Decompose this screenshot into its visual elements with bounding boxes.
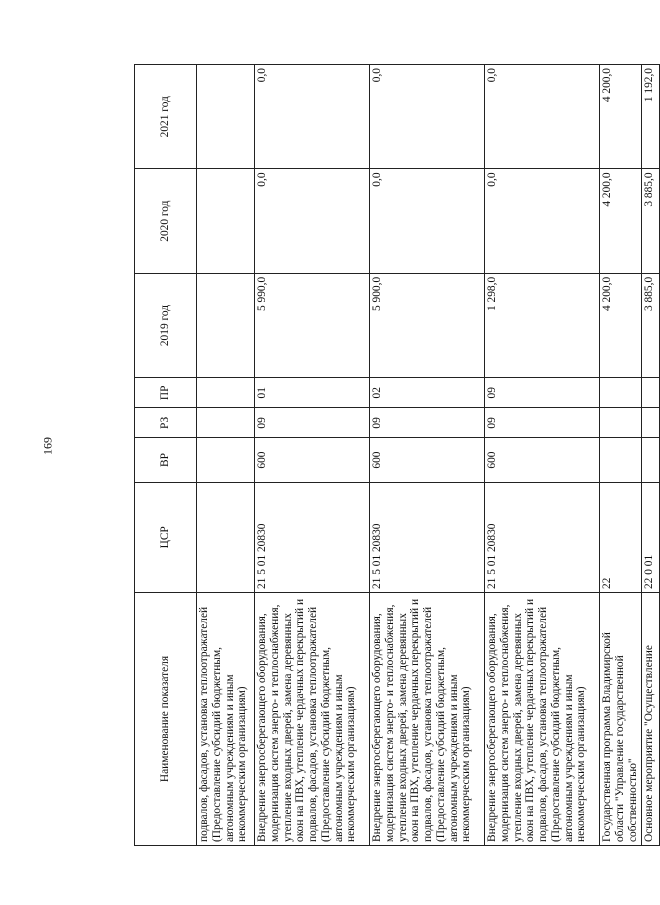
cell-2020: 0,0	[255, 169, 370, 273]
cell-2019: 5 900,0	[370, 273, 485, 377]
cell-rz	[197, 408, 255, 438]
cell-2020: 0,0	[370, 169, 485, 273]
cell-2020: 0,0	[485, 169, 600, 273]
cell-name: Внедрение энергосберегающего оборудования, модернизация систем энерго- и теплоснабжения, утепление входных дверей, замена деревянных окон на ПВХ, утепление чердачных перекрытий и подвалов, фасадов, установка теплоотражателей (Предоставление субсидий бюджетным, автономным учреждениям и иным некоммерческим организациям)	[485, 593, 600, 846]
cell-name: Основное мероприятие "Осуществление	[642, 593, 660, 846]
cell-vr	[642, 438, 660, 482]
table-row	[197, 65, 255, 846]
cell-pr	[642, 378, 660, 408]
cell-2020: 4 200,0	[600, 169, 642, 273]
cell-2019: 1 298,0	[485, 273, 600, 377]
cell-csr: 22	[600, 482, 642, 592]
cell-csr: 22 0 01	[642, 482, 660, 592]
cell-2019: 5 990,0	[255, 273, 370, 377]
cell-2019: 3 885,0	[642, 273, 660, 377]
header-pr: ПР	[135, 378, 197, 408]
cell-rz	[642, 408, 660, 438]
cell-name: Внедрение энергосберегающего оборудования, модернизация систем энерго- и теплоснабжения, утепление входных дверей, замена деревянных окон на ПВХ, утепление чердачных перекрытий и подвалов, фасадов, установка теплоотражателей (Предоставление субсидий бюджетным, автономным учреждениям и иным некоммерческим организациям)	[255, 593, 370, 846]
cell-2021: 0,0	[255, 65, 370, 169]
cell-name: Государственная программа Владимирской области "Управление государственной собственностью"	[600, 593, 642, 846]
table-row	[370, 65, 485, 846]
cell-name: Внедрение энергосберегающего оборудования, модернизация систем энерго- и теплоснабжения, утепление входных дверей, замена деревянных окон на ПВХ, утепление чердачных перекрытий и подвалов, фасадов, установка теплоотражателей (Предоставление субсидий бюджетным, автономным учреждениям и иным некоммерческим организациям)	[370, 593, 485, 846]
cell-csr	[197, 482, 255, 592]
cell-pr	[197, 378, 255, 408]
header-2020: 2020 год	[135, 169, 197, 273]
cell-2020: 3 885,0	[642, 169, 660, 273]
cell-pr	[600, 378, 642, 408]
header-rz: РЗ	[135, 408, 197, 438]
cell-vr: 600	[485, 438, 600, 482]
cell-vr	[197, 438, 255, 482]
cell-pr: 09	[485, 378, 600, 408]
cell-2020	[197, 169, 255, 273]
cell-2021	[197, 65, 255, 169]
rotated-page-content	[134, 64, 655, 846]
cell-csr: 21 5 01 20830	[485, 482, 600, 592]
cell-2021: 0,0	[370, 65, 485, 169]
cell-rz: 09	[255, 408, 370, 438]
cell-vr	[600, 438, 642, 482]
table-header-row	[135, 65, 197, 846]
header-vr: ВР	[135, 438, 197, 482]
cell-csr: 21 5 01 20830	[370, 482, 485, 592]
cell-pr: 02	[370, 378, 485, 408]
cell-2019: 4 200,0	[600, 273, 642, 377]
cell-2021: 1 192,0	[642, 65, 660, 169]
cell-pr: 01	[255, 378, 370, 408]
cell-rz: 09	[485, 408, 600, 438]
budget-table	[134, 64, 660, 846]
cell-rz: 09	[370, 408, 485, 438]
table-row	[485, 65, 600, 846]
cell-rz	[600, 408, 642, 438]
cell-2019	[197, 273, 255, 377]
table-row	[642, 65, 660, 846]
cell-vr: 600	[255, 438, 370, 482]
cell-2021: 0,0	[485, 65, 600, 169]
header-2019: 2019 год	[135, 273, 197, 377]
header-name: Наименование показателя	[135, 593, 197, 846]
page-number: 169	[40, 437, 55, 455]
header-csr: ЦСР	[135, 482, 197, 592]
cell-2021: 4 200,0	[600, 65, 642, 169]
table-row	[600, 65, 642, 846]
table-row	[255, 65, 370, 846]
cell-name: подвалов, фасадов, установка теплоотражателей (Предоставление субсидий бюджетным, автономным учреждениям и иным некоммерческим организациям)	[197, 593, 255, 846]
cell-vr: 600	[370, 438, 485, 482]
cell-csr: 21 5 01 20830	[255, 482, 370, 592]
header-2021: 2021 год	[135, 65, 197, 169]
